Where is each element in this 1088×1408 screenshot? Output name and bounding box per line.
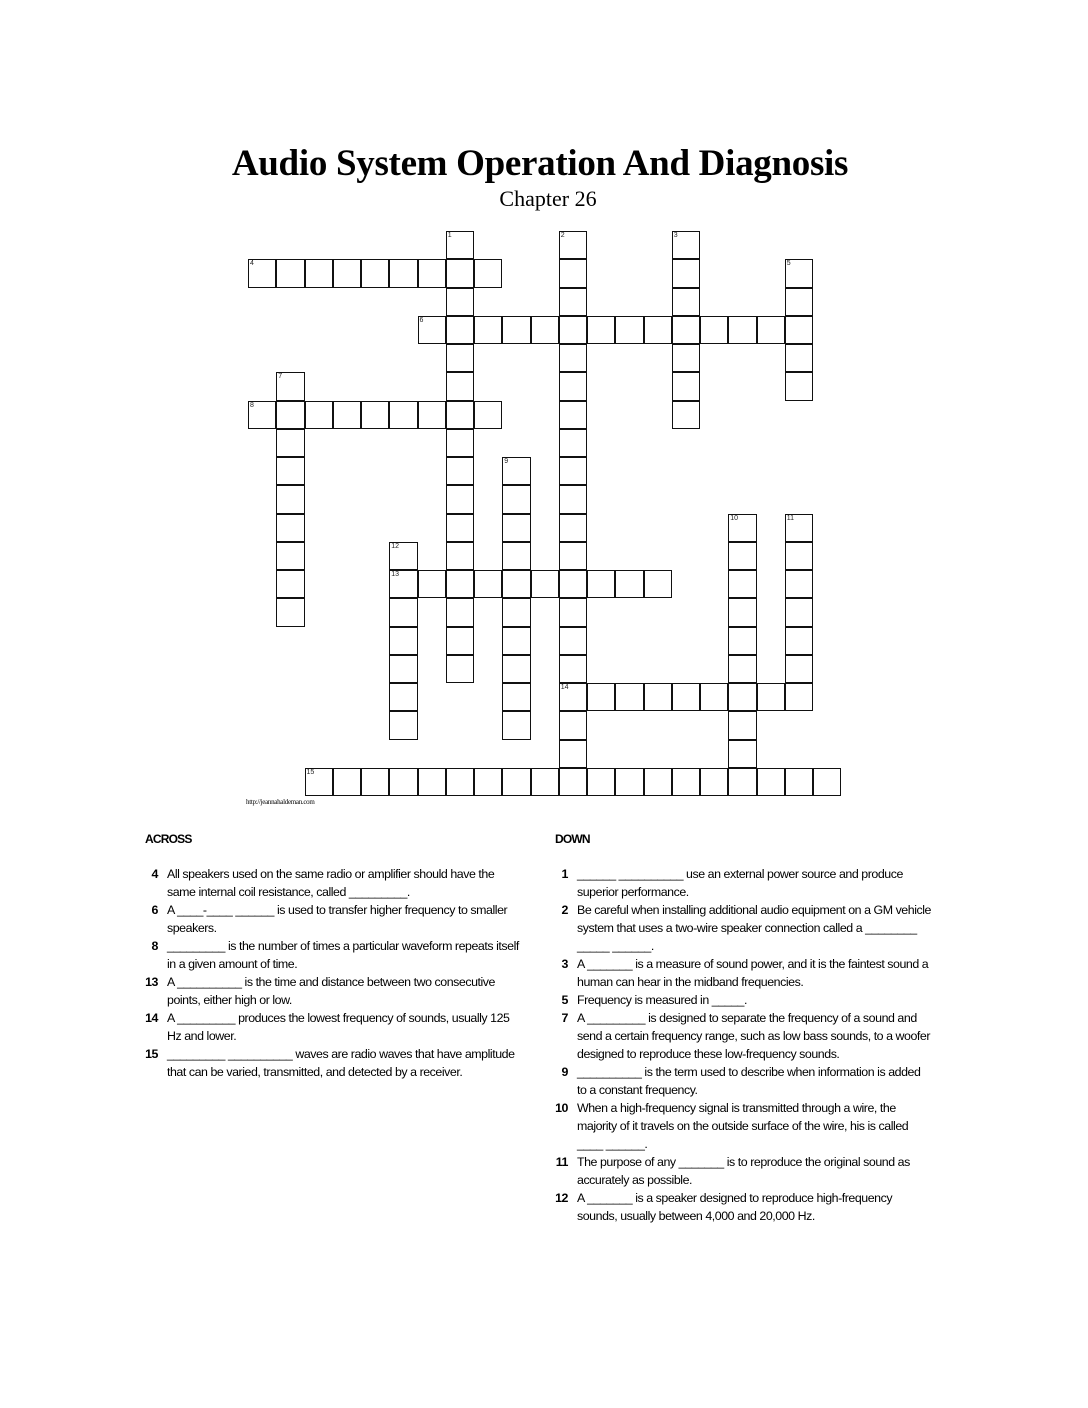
clue-across-14 xyxy=(137,1009,522,1045)
grid-cell[interactable] xyxy=(446,457,474,485)
grid-cell[interactable] xyxy=(785,598,813,626)
grid-cell[interactable] xyxy=(502,655,530,683)
crossword-grid xyxy=(248,231,848,801)
grid-cell[interactable] xyxy=(587,768,615,796)
grid-cell[interactable] xyxy=(559,711,587,739)
clue-number: 10 xyxy=(555,1101,568,1115)
grid-cell[interactable] xyxy=(757,683,785,711)
cell-number: 7 xyxy=(278,373,283,381)
grid-cell[interactable] xyxy=(389,711,417,739)
grid-cell[interactable] xyxy=(502,711,530,739)
grid-cell[interactable] xyxy=(389,542,417,570)
grid-cell[interactable] xyxy=(276,372,304,400)
grid-cell[interactable] xyxy=(559,627,587,655)
grid-cell[interactable] xyxy=(389,627,417,655)
grid-cell[interactable] xyxy=(785,542,813,570)
grid-cell[interactable] xyxy=(276,598,304,626)
grid-cell[interactable] xyxy=(559,655,587,683)
grid-cell[interactable] xyxy=(446,231,474,259)
grid-cell[interactable] xyxy=(333,259,361,287)
clue-number: 6 xyxy=(151,903,158,917)
cell-number: 10 xyxy=(730,514,739,522)
grid-cell[interactable] xyxy=(644,768,672,796)
grid-cell[interactable] xyxy=(728,570,756,598)
grid-cell[interactable] xyxy=(474,401,502,429)
grid-cell[interactable] xyxy=(559,259,587,287)
grid-cell[interactable] xyxy=(276,514,304,542)
grid-cell[interactable] xyxy=(276,542,304,570)
clue-text: A _______ is a speaker designed to reproduce high-frequency sounds, usually between 4,000 and 20,000 Hz. xyxy=(577,1191,893,1223)
clue-number: 9 xyxy=(561,1065,568,1079)
grid-cell[interactable] xyxy=(757,316,785,344)
grid-cell[interactable] xyxy=(615,768,643,796)
grid-cell[interactable] xyxy=(644,316,672,344)
grid-cell[interactable] xyxy=(728,542,756,570)
clue-text: The purpose of any _______ is to reproduce the original sound as accurately as possible. xyxy=(577,1155,910,1187)
grid-cell[interactable] xyxy=(615,570,643,598)
grid-cell[interactable] xyxy=(446,768,474,796)
clue-text: __________ is the term used to describe when information is added to a constant frequency. xyxy=(577,1065,921,1097)
grid-cell[interactable] xyxy=(700,768,728,796)
grid-cell[interactable] xyxy=(672,231,700,259)
grid-cell[interactable] xyxy=(672,768,700,796)
grid-cell[interactable] xyxy=(700,683,728,711)
clue-number: 11 xyxy=(555,1155,568,1169)
grid-cell[interactable] xyxy=(587,570,615,598)
grid-cell[interactable] xyxy=(474,768,502,796)
cell-number: 2 xyxy=(560,232,565,239)
clue-number: 8 xyxy=(151,939,158,953)
grid-cell[interactable] xyxy=(672,344,700,372)
grid-cell[interactable] xyxy=(785,514,813,542)
grid-cell[interactable] xyxy=(785,259,813,287)
grid-cell[interactable] xyxy=(531,570,559,598)
grid-cell[interactable] xyxy=(587,683,615,711)
clue-number: 4 xyxy=(151,867,158,881)
grid-cell[interactable] xyxy=(389,598,417,626)
down-clues xyxy=(547,865,932,1225)
grid-cell[interactable] xyxy=(559,768,587,796)
grid-cell[interactable] xyxy=(333,401,361,429)
grid-cell[interactable] xyxy=(785,768,813,796)
grid-cell[interactable] xyxy=(276,457,304,485)
clue-number: 3 xyxy=(561,957,568,971)
cell-number: 9 xyxy=(504,458,509,465)
clue-down-12 xyxy=(547,1189,932,1225)
grid-cell[interactable] xyxy=(728,768,756,796)
cell-number: 11 xyxy=(786,514,795,522)
grid-cell[interactable] xyxy=(502,570,530,598)
grid-cell[interactable] xyxy=(502,627,530,655)
grid-cell[interactable] xyxy=(446,627,474,655)
grid-cell[interactable] xyxy=(785,627,813,655)
grid-cell[interactable] xyxy=(728,683,756,711)
grid-cell[interactable] xyxy=(587,316,615,344)
clue-number: 5 xyxy=(561,993,568,1007)
clue-down-11 xyxy=(547,1153,932,1189)
grid-cell[interactable] xyxy=(276,429,304,457)
grid-cell[interactable] xyxy=(276,570,304,598)
grid-cell[interactable] xyxy=(559,740,587,768)
grid-cell[interactable] xyxy=(785,683,813,711)
grid-cell[interactable] xyxy=(446,598,474,626)
clue-down-7 xyxy=(547,1009,932,1063)
grid-cell[interactable] xyxy=(361,768,389,796)
grid-cell[interactable] xyxy=(559,372,587,400)
grid-cell[interactable] xyxy=(276,259,304,287)
grid-cell[interactable] xyxy=(389,768,417,796)
clue-down-10 xyxy=(547,1099,932,1153)
cell-number: 12 xyxy=(391,542,400,550)
grid-cell[interactable] xyxy=(446,485,474,513)
grid-cell[interactable] xyxy=(446,259,474,287)
grid-cell[interactable] xyxy=(446,372,474,400)
grid-cell[interactable] xyxy=(785,655,813,683)
across-clues xyxy=(137,865,522,1081)
cell-number: 6 xyxy=(419,316,424,324)
cell-number: 1 xyxy=(447,232,452,239)
grid-cell[interactable] xyxy=(559,429,587,457)
clue-text: _________ __________ waves are radio waves that have amplitude that can be varied, transmitted, and detected by a receiver. xyxy=(167,1047,515,1079)
clue-text: All speakers used on the same radio or amplifier should have the same internal coil resistance, called _________. xyxy=(167,867,495,899)
grid-cell[interactable] xyxy=(728,598,756,626)
clue-text: A ____-____ ______ is used to transfer higher frequency to smaller speakers. xyxy=(167,903,508,935)
clue-across-13 xyxy=(137,973,522,1009)
grid-cell[interactable] xyxy=(418,259,446,287)
grid-cell[interactable] xyxy=(389,683,417,711)
clue-text: Frequency is measured in _____. xyxy=(577,993,747,1007)
clue-down-9 xyxy=(547,1063,932,1099)
grid-cell[interactable] xyxy=(446,316,474,344)
clue-down-3 xyxy=(547,955,932,991)
grid-cell[interactable] xyxy=(785,344,813,372)
grid-cell[interactable] xyxy=(276,485,304,513)
grid-cell[interactable] xyxy=(559,457,587,485)
grid-cell[interactable] xyxy=(559,485,587,513)
grid-cell[interactable] xyxy=(502,542,530,570)
clue-across-15 xyxy=(137,1045,522,1081)
clue-down-1 xyxy=(547,865,932,901)
grid-cell[interactable] xyxy=(672,288,700,316)
clue-text: ______ __________ use an external power source and produce superior performance. xyxy=(577,867,903,899)
grid-cell[interactable] xyxy=(559,598,587,626)
grid-cell[interactable] xyxy=(248,401,276,429)
grid-cell[interactable] xyxy=(446,655,474,683)
grid-cell[interactable] xyxy=(728,711,756,739)
down-heading: DOWN xyxy=(555,832,590,846)
clue-down-2 xyxy=(547,901,932,955)
grid-cell[interactable] xyxy=(559,514,587,542)
grid-cell[interactable] xyxy=(418,768,446,796)
grid-cell[interactable] xyxy=(248,259,276,287)
clue-across-8 xyxy=(137,937,522,973)
grid-cell[interactable] xyxy=(389,655,417,683)
grid-cell[interactable] xyxy=(559,401,587,429)
grid-cell[interactable] xyxy=(305,768,333,796)
grid-cell[interactable] xyxy=(474,259,502,287)
grid-cell[interactable] xyxy=(502,485,530,513)
grid-cell[interactable] xyxy=(559,683,587,711)
grid-cell[interactable] xyxy=(757,768,785,796)
clue-across-4 xyxy=(137,865,522,901)
cell-number: 14 xyxy=(560,684,569,691)
cell-number: 15 xyxy=(306,768,315,776)
grid-cell[interactable] xyxy=(502,768,530,796)
clue-number: 14 xyxy=(145,1011,158,1025)
grid-cell[interactable] xyxy=(785,316,813,344)
grid-cell[interactable] xyxy=(531,316,559,344)
grid-cell[interactable] xyxy=(813,768,841,796)
grid-cell[interactable] xyxy=(502,514,530,542)
clue-number: 13 xyxy=(145,975,158,989)
grid-cell[interactable] xyxy=(785,570,813,598)
grid-cell[interactable] xyxy=(785,372,813,400)
clue-text: _________ is the number of times a particular waveform repeats itself in a given amount of time. xyxy=(167,939,519,971)
grid-cell[interactable] xyxy=(418,401,446,429)
grid-cell[interactable] xyxy=(446,401,474,429)
grid-cell[interactable] xyxy=(418,316,446,344)
clue-number: 7 xyxy=(561,1011,568,1025)
grid-cell[interactable] xyxy=(389,259,417,287)
grid-cell[interactable] xyxy=(446,429,474,457)
grid-cell[interactable] xyxy=(389,401,417,429)
grid-cell[interactable] xyxy=(728,740,756,768)
grid-cell[interactable] xyxy=(700,316,728,344)
grid-cell[interactable] xyxy=(672,401,700,429)
grid-cell[interactable] xyxy=(474,316,502,344)
clue-text: A __________ is the time and distance between two consecutive points, either high or low. xyxy=(167,975,495,1007)
grid-cell[interactable] xyxy=(389,570,417,598)
clue-text: A _______ is a measure of sound power, and it is the faintest sound a human can hear in the midband frequencies. xyxy=(577,957,929,989)
grid-cell[interactable] xyxy=(728,655,756,683)
grid-cell[interactable] xyxy=(502,457,530,485)
grid-cell[interactable] xyxy=(559,288,587,316)
clue-number: 15 xyxy=(145,1047,158,1061)
clue-across-6 xyxy=(137,901,522,937)
grid-cell[interactable] xyxy=(502,316,530,344)
puzzle-title: Audio System Operation And Diagnosis xyxy=(231,143,849,184)
cell-number: 13 xyxy=(391,571,400,578)
cell-number: 4 xyxy=(250,260,254,268)
cell-number: 5 xyxy=(786,260,791,268)
grid-cell[interactable] xyxy=(785,288,813,316)
grid-cell[interactable] xyxy=(446,344,474,372)
grid-cell[interactable] xyxy=(559,316,587,344)
grid-cell[interactable] xyxy=(531,768,559,796)
grid-cell[interactable] xyxy=(446,542,474,570)
cell-number: 8 xyxy=(250,401,254,409)
across-heading: ACROSS xyxy=(145,832,192,846)
grid-cell[interactable] xyxy=(474,570,502,598)
grid-cell[interactable] xyxy=(502,598,530,626)
grid-cell[interactable] xyxy=(446,570,474,598)
clue-text: Be careful when installing additional audio equipment on a GM vehicle system that uses a two-wire speaker connection called a ________ _____ ______. xyxy=(577,903,931,953)
grid-cell[interactable] xyxy=(559,542,587,570)
clue-down-5 xyxy=(547,991,932,1009)
source-url: http://jeannahaldeman.com xyxy=(246,798,315,806)
grid-cell[interactable] xyxy=(728,514,756,542)
cell-number: 3 xyxy=(673,232,678,239)
grid-cell[interactable] xyxy=(502,683,530,711)
grid-cell[interactable] xyxy=(446,514,474,542)
grid-cell[interactable] xyxy=(305,259,333,287)
grid-cell[interactable] xyxy=(615,316,643,344)
grid-cell[interactable] xyxy=(333,768,361,796)
grid-cell[interactable] xyxy=(559,344,587,372)
clue-text: A _________ produces the lowest frequency of sounds, usually 125 Hz and lower. xyxy=(167,1011,510,1043)
clue-text: When a high-frequency signal is transmitted through a wire, the majority of it travels on the outside surface of the wire, his is called ____ ______. xyxy=(577,1101,909,1151)
grid-cell[interactable] xyxy=(644,570,672,598)
grid-cell[interactable] xyxy=(305,401,333,429)
grid-cell[interactable] xyxy=(418,570,446,598)
grid-cell[interactable] xyxy=(672,316,700,344)
grid-cell[interactable] xyxy=(559,570,587,598)
grid-cell[interactable] xyxy=(615,683,643,711)
grid-cell[interactable] xyxy=(672,372,700,400)
clue-number: 2 xyxy=(561,903,568,917)
grid-cell[interactable] xyxy=(276,401,304,429)
grid-cell[interactable] xyxy=(446,288,474,316)
grid-cell[interactable] xyxy=(728,627,756,655)
grid-cell[interactable] xyxy=(644,683,672,711)
grid-cell[interactable] xyxy=(361,401,389,429)
clue-number: 12 xyxy=(555,1191,568,1205)
clue-text: A _________ is designed to separate the frequency of a sound and send a certain frequency range, such as low bass sounds, to a woofer designed to reproduce these low-frequency sounds. xyxy=(577,1011,931,1061)
grid-cell[interactable] xyxy=(672,683,700,711)
grid-cell[interactable] xyxy=(559,231,587,259)
grid-cell[interactable] xyxy=(361,259,389,287)
clue-number: 1 xyxy=(561,867,568,881)
grid-cell[interactable] xyxy=(728,316,756,344)
puzzle-subtitle: Chapter 26 xyxy=(499,186,597,211)
grid-cell[interactable] xyxy=(672,259,700,287)
